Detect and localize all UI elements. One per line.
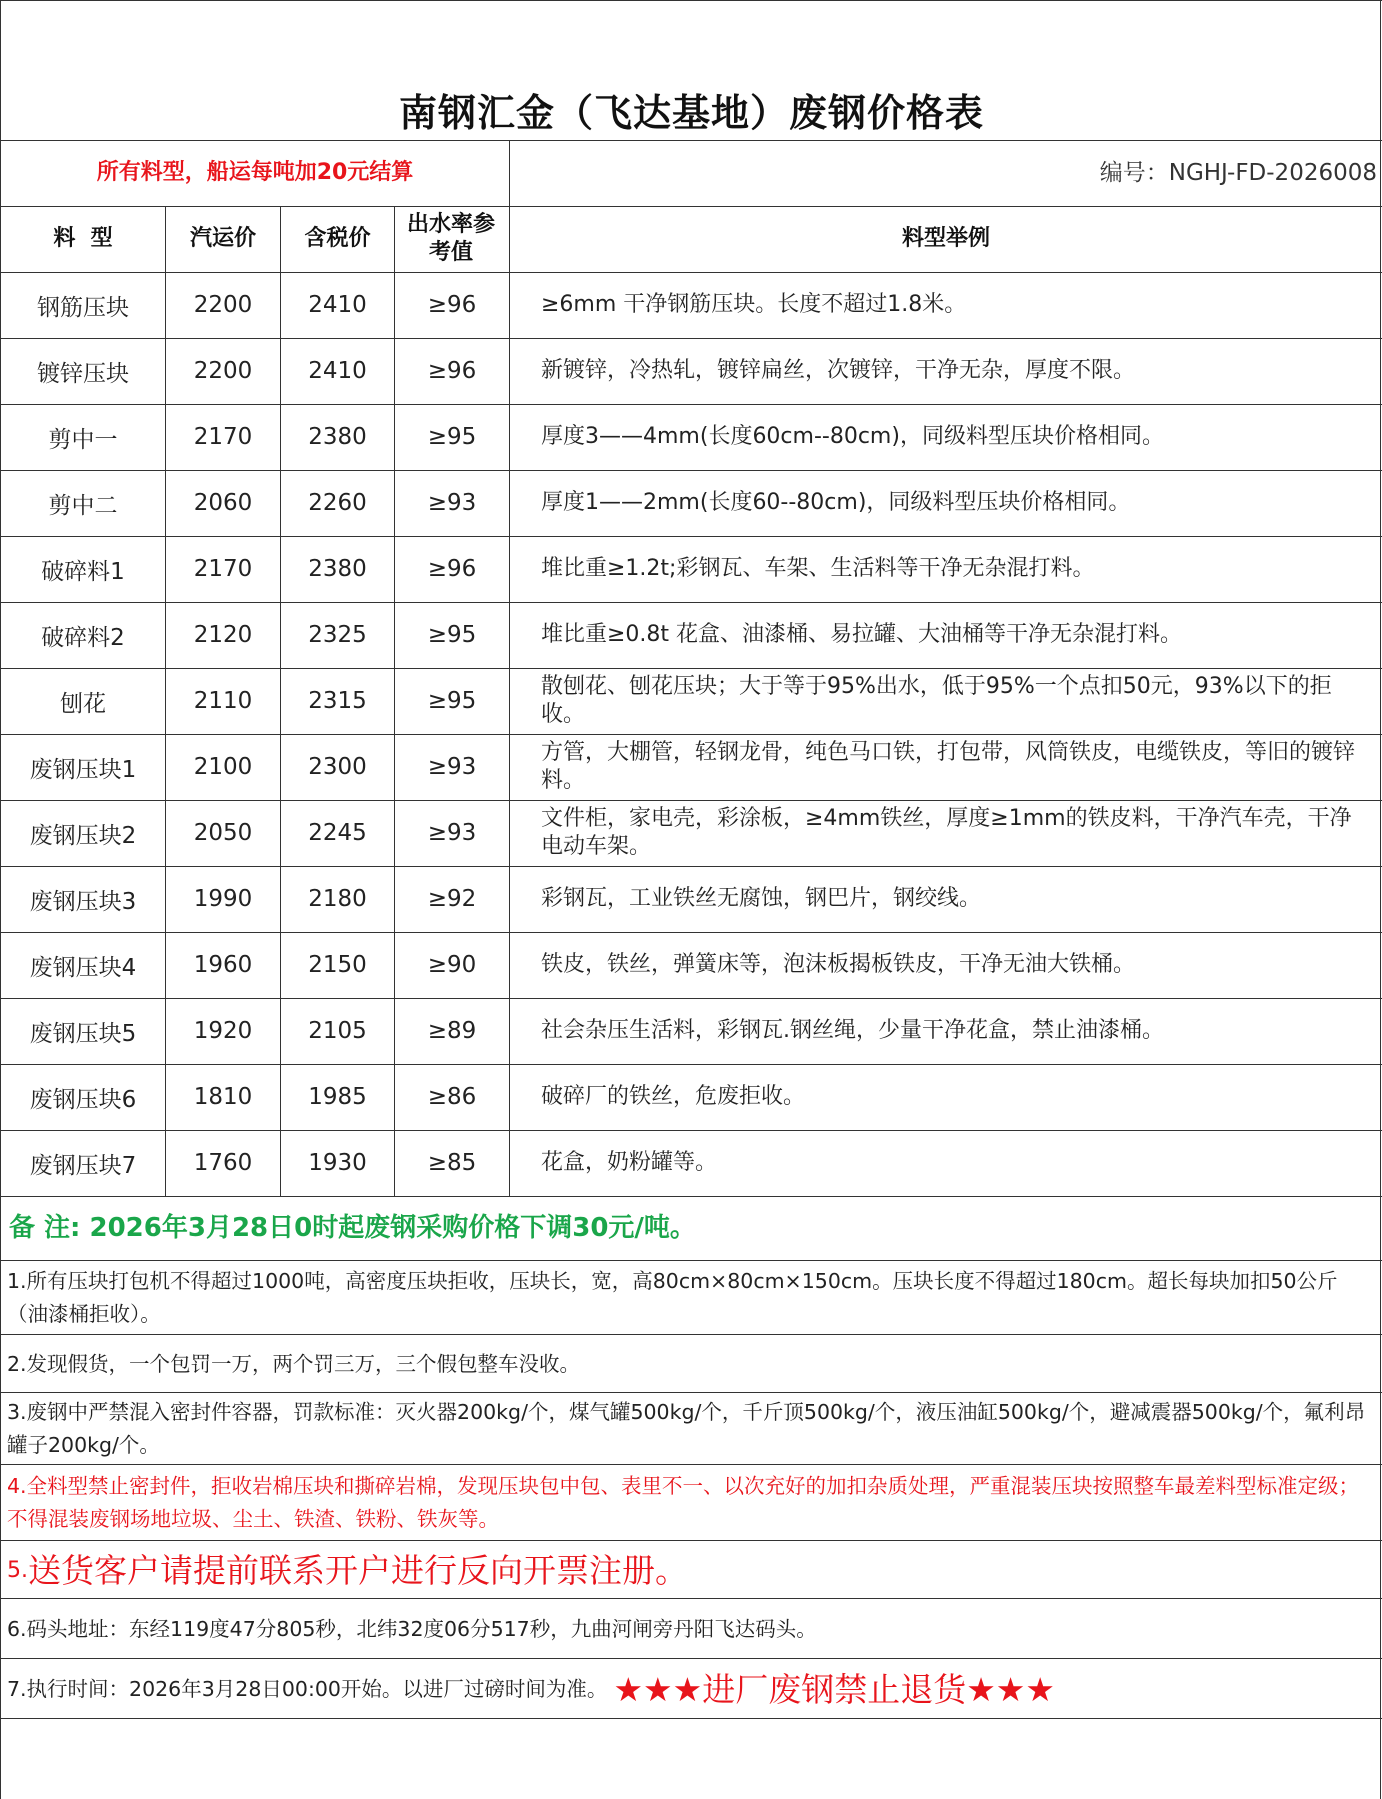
cell-tax-price: 2380: [308, 424, 367, 450]
cell-type: 废钢压块6: [29, 1086, 137, 1113]
cell-tax-price: 1930: [308, 1150, 367, 1176]
header-yield: 出水率参考值: [406, 212, 495, 265]
document-number: 编号：NGHJ-FD-2026008: [1099, 160, 1377, 186]
header-type: 料 型: [53, 226, 113, 251]
cell-type: 废钢压块3: [29, 888, 137, 915]
cell-yield: ≥95: [427, 424, 477, 450]
cell-truck-price: 1810: [193, 1084, 253, 1110]
cell-example: 堆比重≥0.8t 花盒、油漆桶、易拉罐、大油桶等干净无杂混打料。: [541, 622, 1183, 647]
cell-truck-price: 1760: [193, 1150, 253, 1176]
note-5-number: 5.: [7, 1557, 28, 1583]
cell-truck-price: 1960: [193, 952, 253, 978]
note-5-text: 送货客户请提前联系开户进行反向开票注册。: [28, 1550, 688, 1590]
cell-yield: ≥89: [427, 1018, 477, 1044]
grid-line: [1, 1392, 1382, 1393]
cell-tax-price: 2410: [308, 292, 367, 318]
header-truck-price: 汽运价: [189, 226, 256, 251]
cell-type: 镀锌压块: [37, 360, 129, 387]
cell-truck-price: 2200: [193, 358, 253, 384]
cell-yield: ≥85: [427, 1150, 477, 1176]
cell-tax-price: 2325: [308, 622, 367, 648]
cell-yield: ≥96: [427, 556, 477, 582]
cell-example: 铁皮，铁丝，弹簧床等，泡沫板揭板铁皮，干净无油大铁桶。: [541, 952, 1136, 977]
grid-line: [1, 1464, 1382, 1465]
cell-tax-price: 2315: [308, 688, 367, 714]
grid-line: [1, 1598, 1382, 1599]
cell-type: 剪中二: [48, 492, 118, 519]
cell-example: 厚度3——4mm(长度60cm--80cm)，同级料型压块价格相同。: [541, 424, 1164, 449]
cell-tax-price: 2300: [308, 754, 367, 780]
cell-tax-price: 2105: [308, 1018, 367, 1044]
cell-type: 刨花: [60, 690, 106, 717]
cell-example: ≥6mm 干净钢筋压块。长度不超过1.8米。: [541, 292, 967, 317]
cell-example: 花盒，奶粉罐等。: [541, 1150, 718, 1175]
cell-type: 废钢压块2: [29, 822, 137, 849]
cell-truck-price: 2200: [193, 292, 253, 318]
cell-truck-price: 2120: [193, 622, 253, 648]
cell-example: 散刨花、刨花压块；大于等于95%出水，低于95%一个点扣50元，93%以下的拒收。: [541, 674, 1332, 727]
cell-example: 厚度1——2mm(长度60--80cm)，同级料型压块价格相同。: [541, 490, 1131, 515]
cell-yield: ≥93: [427, 820, 477, 846]
cell-yield: ≥96: [427, 358, 477, 384]
cell-yield: ≥95: [427, 688, 477, 714]
cell-tax-price: 2410: [308, 358, 367, 384]
grid-line: [1, 1718, 1382, 1719]
cell-type: 剪中一: [48, 426, 118, 453]
cell-truck-price: 1990: [193, 886, 253, 912]
cell-tax-price: 1985: [308, 1084, 367, 1110]
cell-type: 钢筋压块: [37, 294, 129, 321]
grid-line: [1, 1260, 1382, 1261]
cell-yield: ≥93: [427, 754, 477, 780]
note-4: 4.全料型禁止密封件，拒收岩棉压块和撕碎岩棉，发现压块包中包、表里不一、以次充好的加扣杂质处理，严重混装压块按照整车最差料型标准定级；不得混装废钢场地垃圾、尘土、铁渣、铁粉、铁灰等。: [7, 1474, 1360, 1531]
cell-tax-price: 2380: [308, 556, 367, 582]
cell-truck-price: 2100: [193, 754, 253, 780]
cell-example: 堆比重≥1.2t;彩钢瓦、车架、生活料等干净无杂混打料。: [541, 556, 1095, 581]
note-7-text: 7.执行时间：2026年3月28日00:00开始。以进厂过磅时间为准。: [7, 1676, 608, 1701]
cell-example: 方管，大棚管，轻钢龙骨，纯色马口铁，打包带，风筒铁皮，电缆铁皮，等旧的镀锌料。: [541, 740, 1356, 793]
cell-example: 社会杂压生活料，彩钢瓦.钢丝绳，少量干净花盒，禁止油漆桶。: [541, 1018, 1164, 1043]
cell-type: 废钢压块4: [29, 954, 137, 981]
cell-example: 破碎厂的铁丝，危废拒收。: [541, 1084, 806, 1109]
cell-yield: ≥96: [427, 292, 477, 318]
note-7: [7, 1660, 1372, 1718]
cell-example: 彩钢瓦，工业铁丝无腐蚀，钢巴片，钢绞线。: [541, 886, 982, 911]
cell-example: 新镀锌，冷热轧，镀锌扁丝，次镀锌，干净无杂，厚度不限。: [541, 358, 1136, 383]
note-7-emphasis: ★★★进厂废钢禁止退货★★★: [613, 1669, 1055, 1709]
cell-type: 废钢压块7: [29, 1152, 137, 1179]
cell-truck-price: 2170: [193, 424, 253, 450]
page-title: 南钢汇金（飞达基地）废钢价格表: [398, 91, 984, 135]
grid-line: [509, 206, 510, 1196]
grid-line: [1, 1658, 1382, 1659]
note-5: [7, 1542, 1372, 1598]
cell-tax-price: 2260: [308, 490, 367, 516]
header-example: 料型举例: [901, 226, 990, 251]
cell-type: 破碎料1: [41, 558, 125, 585]
cell-tax-price: 2150: [308, 952, 367, 978]
cell-type: 废钢压块5: [29, 1020, 137, 1047]
cell-yield: ≥92: [427, 886, 477, 912]
note-1: 1.所有压块打包机不得超过1000吨，高密度压块拒收，压块长，宽，高80cm×80cm×150cm。压块长度不得超过180cm。超长每块加扣50公斤（油漆桶拒收）。: [7, 1269, 1338, 1326]
grid-line: [1, 1540, 1382, 1541]
header-tax-price: 含税价: [304, 226, 371, 251]
note-3: 3.废钢中严禁混入密封件容器，罚款标准：灭火器200kg/个，煤气罐500kg/个，千斤顶500kg/个，液压油缸500kg/个，避减震器500kg/个，氟利昂罐子200kg/个。: [7, 1400, 1366, 1457]
grid-line: [509, 140, 510, 206]
cell-truck-price: 1920: [193, 1018, 253, 1044]
note-2: 2.发现假货，一个包罚一万，两个罚三万，三个假包整车没收。: [7, 1351, 581, 1376]
cell-truck-price: 2170: [193, 556, 253, 582]
shipping-note: 所有料型，船运每吨加20元结算: [96, 160, 414, 185]
cell-yield: ≥95: [427, 622, 477, 648]
cell-type: 破碎料2: [41, 624, 125, 651]
cell-yield: ≥93: [427, 490, 477, 516]
grid-line: [1, 0, 1382, 1]
cell-example: 文件柜，家电壳，彩涂板，≥4mm铁丝，厚度≥1mm的铁皮料，干净汽车壳，干净电动车架。: [541, 806, 1352, 859]
cell-type: 废钢压块1: [29, 756, 137, 783]
cell-yield: ≥86: [427, 1084, 477, 1110]
cell-tax-price: 2245: [308, 820, 367, 846]
cell-truck-price: 2050: [193, 820, 253, 846]
cell-truck-price: 2060: [193, 490, 253, 516]
remark-heading: 备 注: 2026年3月28日0时起废钢采购价格下调30元/吨。: [9, 1213, 696, 1243]
note-6: 6.码头地址：东经119度47分805秒，北纬32度06分517秒，九曲河闸旁丹阳飞达码头。: [7, 1616, 817, 1641]
cell-truck-price: 2110: [193, 688, 253, 714]
cell-tax-price: 2180: [308, 886, 367, 912]
grid-line: [1, 1334, 1382, 1335]
cell-yield: ≥90: [427, 952, 477, 978]
